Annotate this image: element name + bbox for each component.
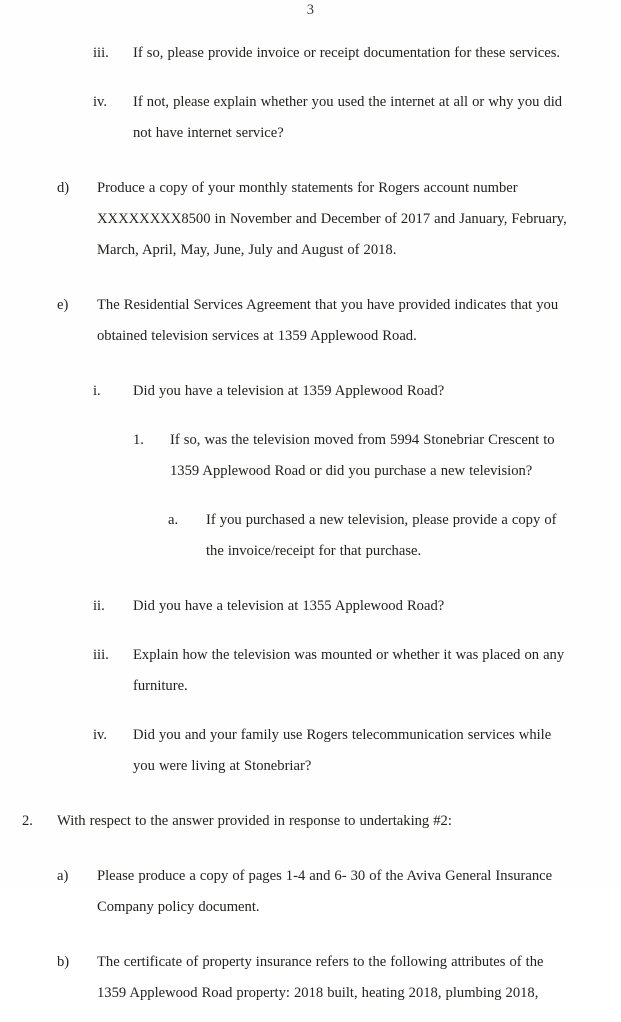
outline-item	[0, 591, 621, 622]
outline-item	[0, 806, 621, 837]
outline-item	[0, 38, 621, 69]
outline-item	[0, 173, 621, 266]
document-body	[0, 38, 621, 1022]
outline-item-marker: e)	[57, 297, 69, 313]
outline-item-text: Did you have a television at 1355 Applewood Road?	[133, 598, 445, 614]
outline-item-text: Did you and your family use Rogers telecommunication services while you were living at Stonebriar?	[133, 727, 552, 774]
outline-item	[0, 425, 621, 487]
outline-item-marker: a.	[168, 512, 179, 528]
outline-item-text: Explain how the television was mounted or whether it was placed on any furniture.	[133, 647, 565, 694]
outline-item-text: The certificate of property insurance refers to the following attributes of the 1359 Applewood Road property: 2018 built, heating 2018, plumbing 2018,	[97, 954, 544, 1001]
outline-item-marker: iii.	[93, 647, 109, 663]
outline-item-text: With respect to the answer provided in response to undertaking #2:	[57, 813, 452, 829]
outline-item-text: Produce a copy of your monthly statements for Rogers account number XXXXXXXX8500 in November and December of 2017 and January, February, March, April, May, June, July and August of 2018.	[97, 180, 567, 258]
outline-item-marker: b)	[57, 954, 70, 970]
outline-item	[0, 640, 621, 702]
outline-item-text: The Residential Services Agreement that you have provided indicates that you obtained television services at 1359 Applewood Road.	[97, 297, 559, 344]
outline-item	[0, 376, 621, 407]
outline-item	[0, 505, 621, 567]
outline-item-text: If you purchased a new television, please provide a copy of the invoice/receipt for that purchase.	[206, 512, 557, 559]
outline-item-marker: iii.	[93, 45, 109, 61]
outline-item	[0, 87, 621, 149]
outline-item-marker: 2.	[22, 813, 33, 829]
page-number: 3	[306, 2, 315, 18]
outline-item-marker: iv.	[93, 94, 108, 110]
outline-item	[0, 861, 621, 923]
outline-item-marker: d)	[57, 180, 70, 196]
outline-item	[0, 720, 621, 782]
outline-item-marker: a)	[57, 868, 69, 884]
outline-item	[0, 947, 621, 1009]
outline-item-text: Did you have a television at 1359 Applewood Road?	[133, 383, 445, 399]
outline-item-text: If not, please explain whether you used the internet at all or why you did not have internet service?	[133, 94, 563, 141]
outline-item-text: If so, was the television moved from 5994 Stonebriar Crescent to 1359 Applewood Road or did you purchase a new television?	[170, 432, 555, 479]
outline-item-marker: ii.	[93, 598, 105, 614]
outline-item-marker: 1.	[133, 432, 144, 448]
outline-item-marker: iv.	[93, 727, 108, 743]
outline-item-marker: i.	[93, 383, 101, 399]
outline-item-text: Please produce a copy of pages 1-4 and 6- 30 of the Aviva General Insurance Company policy document.	[97, 868, 553, 915]
outline-item	[0, 290, 621, 352]
outline-item-text: If so, please provide invoice or receipt documentation for these services.	[133, 45, 561, 61]
